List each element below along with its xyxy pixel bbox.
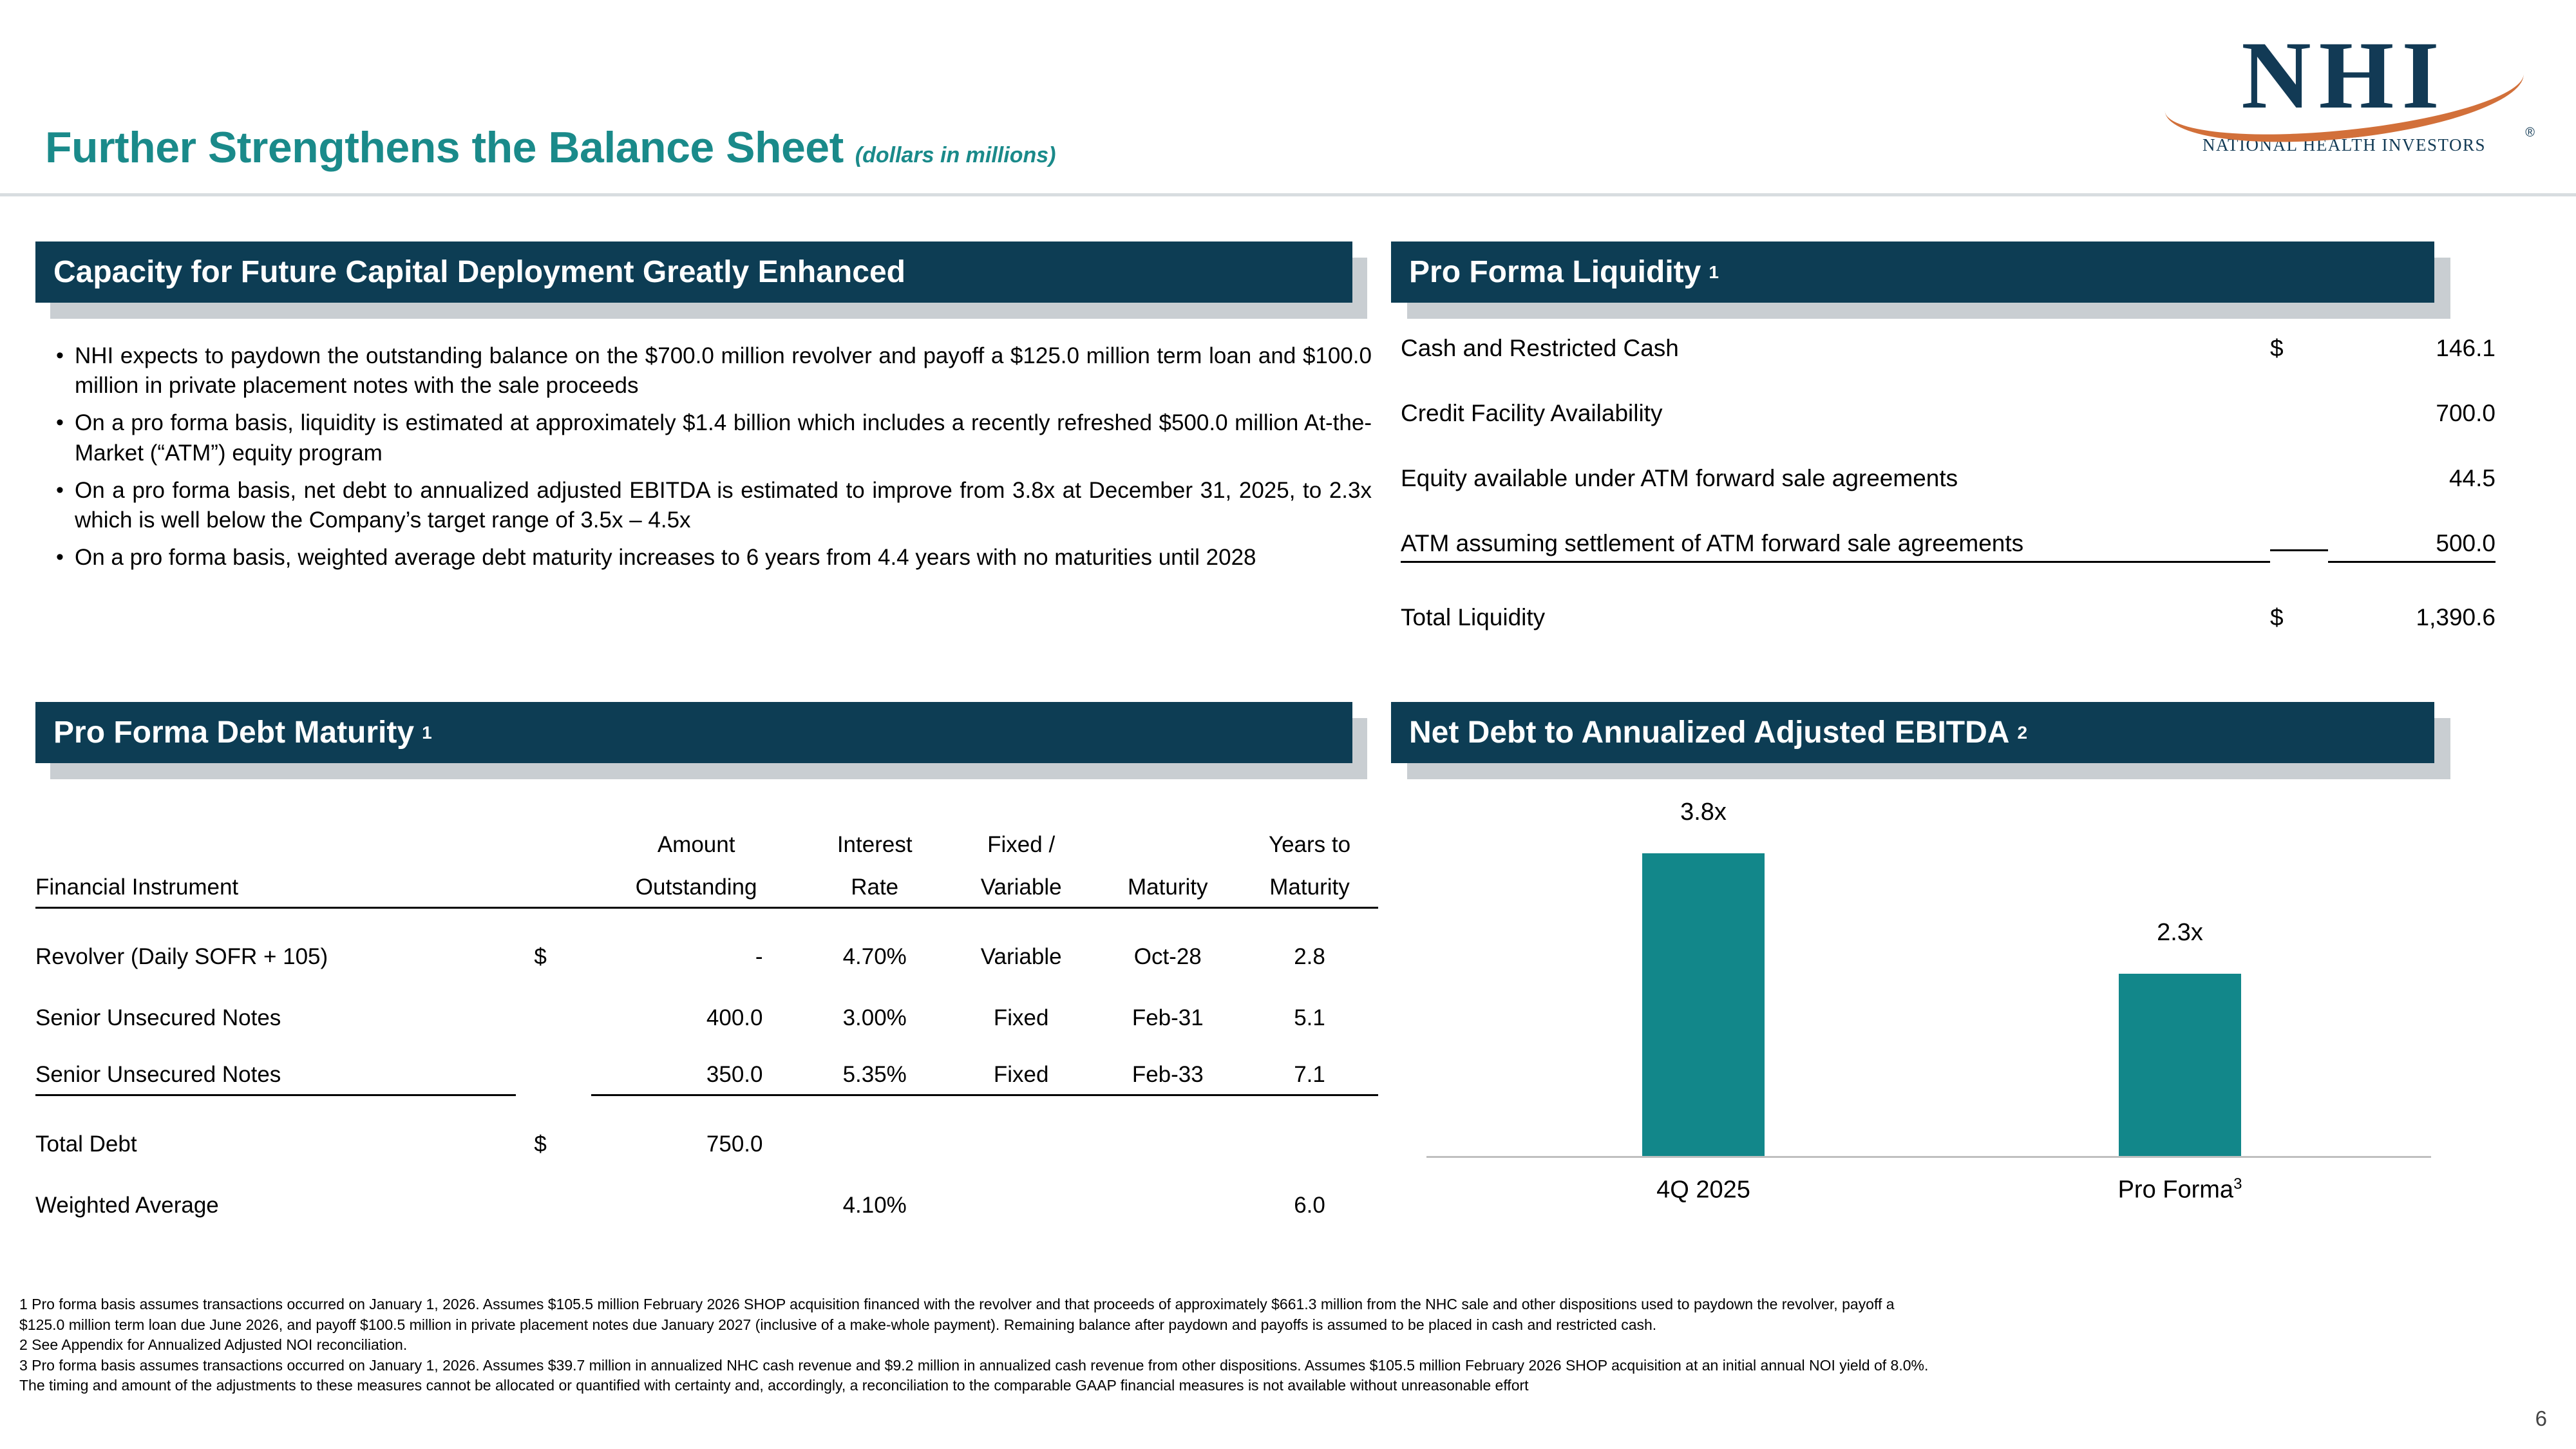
debt-years: 2.8 (1294, 944, 1325, 969)
capacity-header-label: Capacity for Future Capital Deployment Greatly Enhanced (53, 255, 905, 289)
table-row (1401, 335, 2496, 400)
debt-currency (516, 970, 591, 1031)
debt-type (948, 1095, 1095, 1158)
table-row (1401, 465, 2496, 530)
liquidity-header-label: Pro Forma Liquidity (1409, 255, 1701, 289)
chart-value-label: 3.8x (1680, 799, 1727, 826)
debt-rate: 3.00% (842, 1005, 907, 1030)
footnotes (19, 1294, 2531, 1396)
table-row (35, 1095, 1378, 1158)
chart-category-label (2045, 1175, 2315, 1204)
liquidity-row-value: 146.1 (2436, 335, 2496, 361)
debt-years: 5.1 (1294, 1005, 1325, 1030)
debt-currency: $ (534, 1132, 547, 1157)
ebitda-header-label: Net Debt to Annualized Adjusted EBITDA (1409, 715, 2010, 750)
col-header-maturity-blank (1094, 818, 1241, 860)
bullet-marker-icon: • (56, 545, 64, 570)
debt-maturity (1094, 1095, 1241, 1158)
col-header-maturity: Maturity (1094, 860, 1241, 908)
debt-type: Fixed (948, 1031, 1095, 1095)
footnote-3: 3 Pro forma basis assumes transactions occurred on January 1, 2026. Assumes $39.7 million in annualized NHC cash revenue and $9.2 million in annualized cash revenue from other dispositions. Assumes $105.5 million February 2026 SHOP acquisition at an initial annual NOI yield of 8.0%. (19, 1356, 1929, 1374)
bullet-marker-icon: • (56, 410, 64, 435)
debt-maturity: Feb-33 (1094, 1031, 1241, 1095)
table-row (35, 1031, 1378, 1095)
debt-instrument: Weighted Average (35, 1193, 219, 1218)
list-item (45, 543, 1372, 573)
list-item-text: NHI expects to paydown the outstanding balance on the $700.0 million revolver and payoff a $125.0 million term loan and $100.0 million in private placement notes with the sale proceeds (75, 343, 1372, 399)
footnote-1a: 1 Pro forma basis assumes transactions occurred on January 1, 2026. Assumes $105.5 million February 2026 SHOP acquisition financed with the revolver and that proceeds of approximately $661.3 million from the NHC sale and other dispositions used to paydown the revolver, payoff a (19, 1296, 1895, 1312)
ebitda-header-footnote-ref: 2 (2017, 722, 2028, 743)
liquidity-row-value: 500.0 (2328, 530, 2496, 563)
chart-category-label (1568, 1175, 1839, 1204)
header-divider (0, 193, 2576, 196)
list-item (45, 476, 1372, 535)
table-row (1401, 595, 2496, 669)
debt-maturity: Feb-31 (1132, 1005, 1204, 1030)
debt-amount (591, 1157, 802, 1218)
liquidity-header (1391, 242, 2434, 303)
liquidity-row-label: Equity available under ATM forward sale agreements (1401, 465, 1958, 491)
col-header-instrument-blank (35, 818, 516, 860)
debt-header-label: Pro Forma Debt Maturity (53, 715, 415, 750)
page-title (45, 122, 1056, 173)
page-title-subtext: (dollars in millions) (855, 143, 1056, 167)
col-header-fixed-variable: Fixed / (987, 832, 1056, 857)
debt-rate: 4.70% (842, 944, 907, 969)
chart-value-label: 2.3x (2157, 919, 2203, 946)
liquidity-row-label: Credit Facility Availability (1401, 400, 1663, 426)
debt-currency: $ (534, 944, 547, 969)
chart-x-axis (1426, 1156, 2431, 1158)
table-row (1401, 400, 2496, 465)
table-row (1401, 530, 2496, 595)
ebitda-header (1391, 702, 2434, 763)
table-row (35, 1157, 1378, 1218)
bullet-marker-icon: • (56, 343, 64, 368)
debt-years: 7.1 (1241, 1031, 1378, 1095)
debt-amount: 400.0 (706, 1005, 763, 1030)
col-header-amount: Amount (657, 832, 735, 857)
liquidity-row-currency: $ (2270, 604, 2284, 630)
debt-instrument: Senior Unsecured Notes (35, 1031, 516, 1095)
bullet-marker-icon: • (56, 477, 64, 502)
col-header-rate: Rate (802, 860, 948, 908)
debt-years (1241, 1095, 1378, 1158)
debt-type: Fixed (993, 1005, 1049, 1030)
table-row (35, 908, 1378, 971)
debt-type: Variable (980, 944, 1062, 969)
liquidity-row-value: 44.5 (2448, 465, 2496, 491)
col-header-currency2-blank (516, 860, 591, 908)
debt-rate: 5.35% (802, 1031, 948, 1095)
debt-instrument: Total Debt (35, 1132, 137, 1157)
ebitda-bar-chart (1401, 792, 2496, 1217)
capacity-header (35, 242, 1352, 303)
list-item (45, 408, 1372, 468)
debt-header-footnote-ref: 1 (422, 722, 432, 743)
liquidity-row-label: Total Liquidity (1401, 604, 1546, 630)
debt-instrument: Senior Unsecured Notes (35, 1005, 281, 1030)
debt-maturity-table (35, 818, 1378, 1218)
list-item-text: On a pro forma basis, weighted average debt maturity increases to 6 years from 4.4 years with no maturities until 2028 (75, 545, 1256, 571)
liquidity-row-value: 1,390.6 (2416, 604, 2496, 630)
liquidity-table (1401, 335, 2496, 669)
col-header-variable: Variable (948, 860, 1095, 908)
capacity-bullet-list (45, 341, 1372, 580)
col-header-maturity-years: Maturity (1241, 860, 1378, 908)
liquidity-row-currency: $ (2270, 335, 2284, 361)
debt-rate: 4.10% (842, 1193, 907, 1218)
debt-amount: - (755, 944, 763, 969)
col-header-interest: Interest (837, 832, 913, 857)
debt-currency (516, 1031, 591, 1095)
col-header-currency-blank (516, 818, 591, 860)
debt-type (948, 1157, 1095, 1218)
table-row (35, 970, 1378, 1031)
col-header-outstanding: Outstanding (591, 860, 802, 908)
table-header-row-2 (35, 860, 1378, 908)
liquidity-row-value: 700.0 (2436, 400, 2496, 426)
debt-rate (802, 1095, 948, 1158)
page-title-text: Further Strengthens the Balance Sheet (45, 123, 844, 172)
col-header-financial-instrument: Financial Instrument (35, 860, 516, 908)
debt-header (35, 702, 1352, 763)
debt-currency (516, 1157, 591, 1218)
logo-registered-mark: ® (2525, 126, 2535, 140)
debt-amount: 750.0 (706, 1132, 763, 1157)
liquidity-row-currency (2270, 545, 2328, 551)
page-number: 6 (2535, 1406, 2547, 1430)
list-item-text: On a pro forma basis, net debt to annualized adjusted EBITDA is estimated to improve from 3.8x at December 31, 2025, to 2.3x which is well below the Company’s target range of 3.5x – 4.5x (75, 477, 1372, 533)
footnote-3b: The timing and amount of the adjustments to these measures cannot be allocated or quantified with certainty and, accordingly, a reconciliation to the comparable GAAP financial measures is not available without unreasonable effort (19, 1377, 1529, 1394)
logo-wordmark: NHI (2241, 22, 2447, 129)
chart-category-label-text: 4Q 2025 (1656, 1177, 1750, 1204)
list-item-text: On a pro forma basis, liquidity is estimated at approximately $1.4 billion which includes a recently refreshed $500.0 million At-the-Market (“ATM”) equity program (75, 410, 1372, 466)
chart-category-label-text: Pro Forma (2117, 1177, 2234, 1204)
chart-bar-4q-2025 (1642, 853, 1765, 1156)
nhi-logo (2151, 13, 2537, 174)
debt-instrument: Revolver (Daily SOFR + 105) (35, 944, 328, 969)
logo-tagline: NATIONAL HEALTH INVESTORS (2202, 135, 2486, 155)
debt-maturity (1094, 1157, 1241, 1218)
debt-amount: 350.0 (591, 1031, 802, 1095)
liquidity-row-label: ATM assuming settlement of ATM forward sale agreements (1401, 530, 2270, 563)
table-header-row-1 (35, 818, 1378, 860)
debt-years: 6.0 (1294, 1193, 1325, 1218)
liquidity-row-label: Cash and Restricted Cash (1401, 335, 1679, 361)
footnote-1b: $125.0 million term loan due June 2026, and payoff $100.5 million in private placement notes due January 2027 (inclusive of a make-whole payment). Remaining balance after paydown and payoffs is assumed to be placed in cash and restricted cash. (19, 1316, 1657, 1333)
chart-bar-pro-forma (2119, 974, 2241, 1156)
debt-maturity: Oct-28 (1133, 944, 1202, 969)
liquidity-header-footnote-ref: 1 (1709, 261, 1719, 282)
chart-category-footnote-ref: 3 (2233, 1175, 2242, 1193)
list-item (45, 341, 1372, 401)
footnote-2: 2 See Appendix for Annualized Adjusted NOI reconciliation. (19, 1336, 408, 1354)
col-header-years-to: Years to (1268, 832, 1351, 857)
